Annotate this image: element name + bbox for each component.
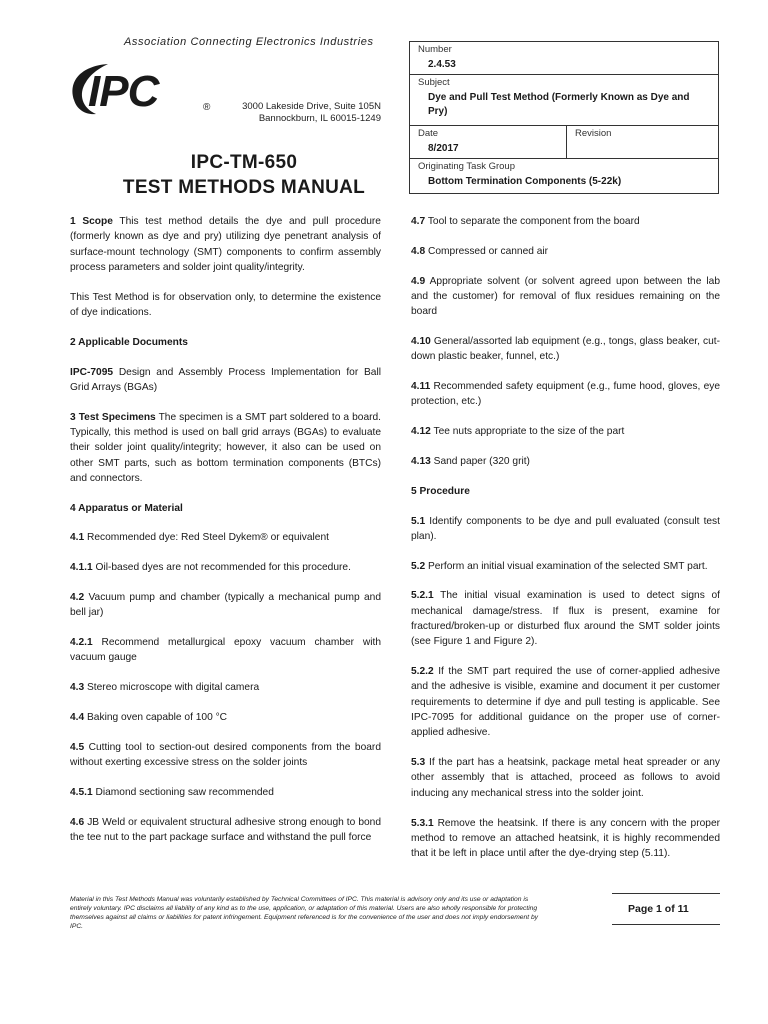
svg-text:IPC: IPC	[88, 67, 159, 116]
paragraph-text: This test method details the dye and pull procedure (formerly known as dye and pry) utilizing dye penetrant analysis of surface-mount technology (SMT) components to confirm assembly process parameters and solder joint quality/integrity.	[70, 216, 381, 273]
section-number: 4.13	[411, 455, 431, 467]
subject-value: Dye and Pull Test Method (Formerly Known as Dye and Pry)	[428, 92, 690, 117]
address-block	[233, 101, 381, 125]
task-group-value: Bottom Termination Components (5-22k)	[428, 176, 622, 187]
paragraph	[70, 365, 381, 396]
paragraph	[70, 740, 381, 771]
paragraph-text: Recommended safety equipment (e.g., fume hood, gloves, eye protection, etc.)	[411, 381, 720, 408]
subject-label: Subject	[418, 77, 450, 88]
section-number: 5.1	[411, 515, 426, 527]
right-column	[411, 214, 720, 876]
paragraph-text: Cutting tool to section-out desired components from the board without exerting excessive stress on the solder joints	[70, 741, 381, 769]
section-number: 4.5	[70, 741, 85, 753]
paragraph	[411, 588, 720, 649]
paragraph	[411, 379, 720, 410]
paragraph	[411, 244, 720, 259]
paragraph	[70, 710, 381, 725]
paragraph-text: The initial visual examination is used to detect signs of mechanical damage/stress. If flux is present, examine for fractured/broken-up or disturbed flux around the SMT solder joints (see Figure 1 and Figure 2).	[411, 590, 720, 648]
paragraph	[70, 680, 381, 695]
paragraph-text: Recommend metallurgical epoxy vacuum chamber with vacuum gauge	[70, 637, 381, 664]
paragraph	[411, 424, 720, 439]
paragraph	[70, 785, 381, 800]
section-number: 4.8	[411, 245, 426, 257]
revision-value	[567, 140, 718, 142]
paragraph-text: Identify components to be dye and pull evaluated (consult test plan).	[411, 515, 720, 542]
paragraph-text: If the part has a heatsink, package metal heat spreader or any other assembly that is attached, proceed as follows to avoid inducing any mechanical stress into the solder joint.	[411, 757, 720, 799]
subject-row	[410, 75, 718, 126]
revision-label: Revision	[575, 128, 612, 139]
section-number: 3 Test Specimens	[70, 411, 156, 423]
paragraph-text: Appropriate solvent (or solvent agreed upon between the lab and the customer) for removal of flux residues remaining on the board	[411, 275, 720, 318]
number-row	[410, 42, 718, 75]
paragraph	[411, 334, 720, 365]
paragraph-text: Oil-based dyes are not recommended for this procedure.	[95, 562, 351, 574]
section-number: 5.2	[411, 560, 426, 572]
section-heading	[70, 501, 381, 516]
section-heading	[411, 484, 720, 499]
paragraph	[70, 214, 381, 275]
paragraph	[411, 274, 720, 320]
paragraph	[411, 559, 720, 574]
left-column	[70, 214, 381, 860]
section-number: 4.12	[411, 426, 431, 438]
section-number: 5.3.1	[411, 817, 434, 829]
section-number: 4.9	[411, 275, 426, 287]
paragraph-text: Stereo microscope with digital camera	[87, 682, 260, 694]
paragraph-text: Perform an initial visual examination of the selected SMT part.	[428, 560, 708, 572]
task-group-label: Originating Task Group	[418, 161, 515, 172]
paragraph-text: Sand paper (320 grit)	[433, 455, 530, 467]
date-revision-row	[410, 126, 718, 159]
page-total: 11	[677, 903, 689, 915]
section-number: 4.5.1	[70, 786, 93, 798]
paragraph-text: General/assorted lab equipment (e.g., tongs, glass beaker, cut-down plastic beaker, funnel, etc.)	[411, 335, 720, 363]
paragraph-text: Tool to separate the component from the board	[427, 216, 640, 227]
association-tagline: Association Connecting Electronics Industries	[124, 36, 374, 48]
paragraph	[70, 410, 381, 486]
page-label: Page	[628, 903, 654, 915]
paragraph-text: Compressed or canned air	[428, 245, 549, 257]
section-number: 2 Applicable Documents	[70, 336, 188, 348]
paragraph-text: Design and Assembly Process Implementation for Ball Grid Arrays (BGAs)	[70, 366, 381, 393]
svg-text:®: ®	[203, 102, 211, 113]
number-value: 2.4.53	[428, 59, 456, 70]
paragraph-text: This Test Method is for observation only, to determine the existence of dye indications.	[70, 291, 381, 318]
section-number: 5.3	[411, 757, 426, 769]
section-number: 4.2	[70, 592, 85, 604]
paragraph	[70, 635, 381, 666]
paragraph	[411, 214, 720, 229]
paragraph	[70, 530, 381, 545]
paragraph-text: JB Weld or equivalent structural adhesive strong enough to bond the tee nut to the part package surface and withstand the pull force	[70, 816, 381, 844]
section-heading	[70, 335, 381, 350]
paragraph-text: Tee nuts appropriate to the size of the part	[433, 426, 625, 438]
section-number: IPC-7095	[70, 366, 114, 378]
section-number: 4.4	[70, 712, 85, 724]
paragraph	[70, 815, 381, 846]
paragraph	[411, 514, 720, 545]
section-number: 4.6	[70, 816, 85, 828]
section-number: 4.2.1	[70, 637, 93, 649]
section-number: 4.10	[411, 335, 431, 347]
address-line-1: 3000 Lakeside Drive, Suite 105N	[242, 101, 381, 112]
paragraph-text: Remove the heatsink. If there is any concern with the proper method to remove an attached heatsink, it is highly recommended that it be left in place until after the dye-drying step (5.11).	[411, 817, 720, 860]
section-number: 5 Procedure	[411, 485, 470, 497]
section-number: 4 Apparatus or Material	[70, 502, 183, 514]
paragraph-text: Vacuum pump and chamber (typically a mechanical pump and bell jar)	[70, 592, 381, 619]
section-number: 4.11	[411, 381, 431, 393]
manual-title	[70, 150, 418, 200]
paragraph	[411, 816, 720, 862]
section-number: 5.2.1	[411, 590, 434, 602]
number-label: Number	[418, 44, 452, 55]
document-info-box	[409, 41, 719, 194]
ipc-logo	[68, 60, 218, 120]
section-number: 4.1.1	[70, 562, 93, 574]
paragraph-text: Diamond sectioning saw recommended	[95, 786, 274, 798]
task-group-row	[410, 159, 718, 193]
paragraph	[411, 664, 720, 740]
disclaimer-footnote: Material in this Test Methods Manual was voluntarily established by Technical Committees of IPC. This material is advisory only and its use or adaptation is entirely voluntary. IPC disclaims all liability of any kind as to the use, application, or adaptation of this material. Users are also wholly responsible for protecting themselves against all claims or liabilities for patent infringement. Equipment referenced is for the convenience of the user and does not imply endorsement by IPC.	[70, 896, 539, 930]
manual-title-line-1: IPC-TM-650	[190, 152, 298, 173]
section-number: 4.7	[411, 216, 426, 227]
section-number: 5.2.2	[411, 666, 434, 678]
page-indicator	[612, 893, 720, 925]
paragraph-text: The specimen is a SMT part soldered to a board. Typically, this method is used on ball grid arrays (BGAs) to evaluate their solder joint quality/integrity; however, it also can be used on other SMT parts, such as bottom termination components (BTCs) and connectors.	[70, 411, 382, 484]
manual-title-line-2: TEST METHODS MANUAL	[122, 177, 366, 198]
address-line-2: Bannockburn, IL 60015-1249	[258, 113, 381, 124]
paragraph	[411, 454, 720, 469]
page-number: 1	[656, 903, 662, 915]
paragraph	[411, 755, 720, 801]
section-number: 1 Scope	[70, 216, 113, 227]
paragraph	[70, 560, 381, 575]
paragraph	[70, 290, 381, 321]
date-value: 8/2017	[428, 143, 459, 154]
of-label: of	[664, 903, 675, 915]
paragraph-text: If the SMT part required the use of corner-applied adhesive and the adhesive is visible, examine and document it per customer requirements to determine if dye and pull testing is applicable. See IPC-7095 for additional guidance on the proper use of corner-applied adhesive.	[411, 666, 720, 739]
paragraph-text: Recommended dye: Red Steel Dykem® or equivalent	[87, 532, 329, 544]
paragraph	[70, 590, 381, 621]
section-number: 4.1	[70, 532, 85, 544]
paragraph-text: Baking oven capable of 100 °C	[87, 712, 228, 724]
date-label: Date	[418, 128, 439, 139]
section-number: 4.3	[70, 682, 85, 694]
